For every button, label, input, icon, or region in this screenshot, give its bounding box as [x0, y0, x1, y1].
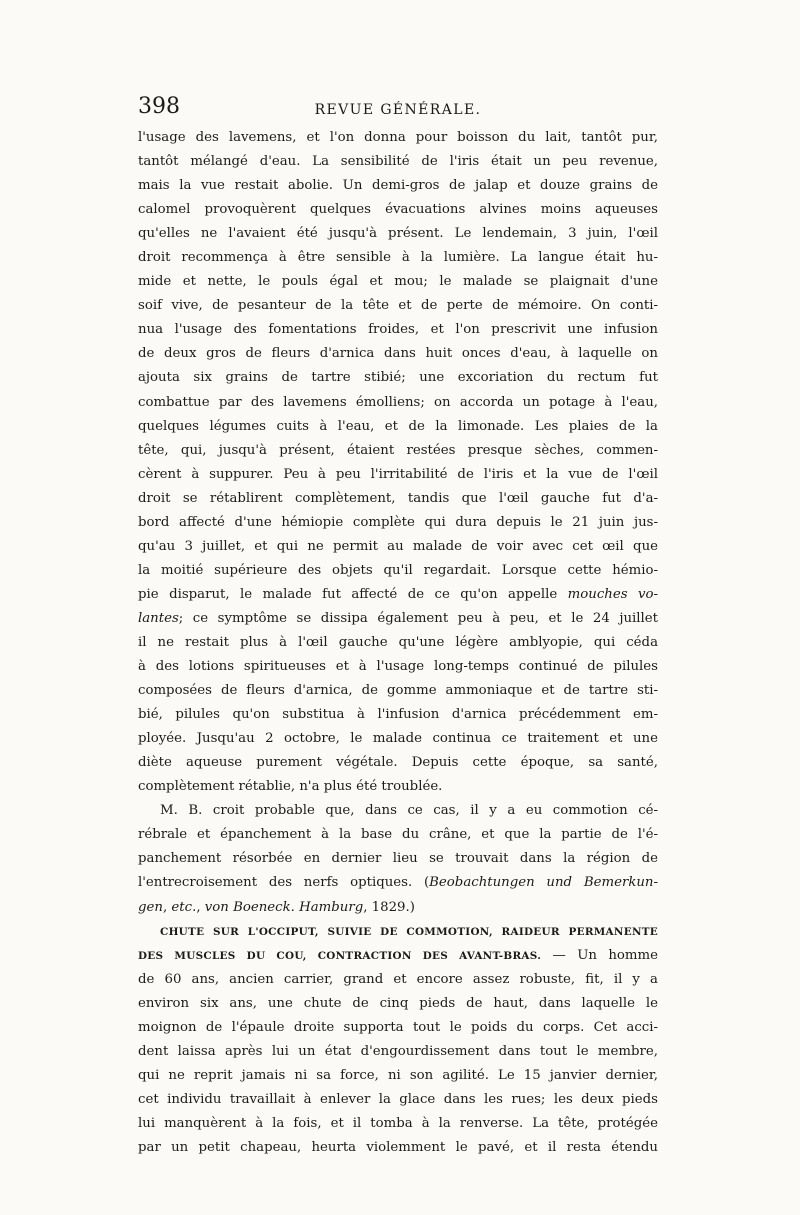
citation-abbrev: etc.	[171, 899, 197, 915]
text-line: quelques légumes cuits à l'eau, et de la limonade. Les plaies de la	[138, 418, 658, 434]
text-line: mais la vue restait abolie. Un demi-gros de jalap et douze grains de	[138, 178, 658, 194]
text-line: par un petit chapeau, heurta violemment le pavé, et il resta étendu	[138, 1139, 658, 1155]
text-line: nua l'usage des fomentations froides, et l'on prescrivit une infusion	[138, 322, 658, 338]
text-run: pie disparut, le malade fut affecté de ce qu'on appelle	[138, 586, 568, 602]
text-line: composées de fleurs d'arnica, de gomme ammoniaque et de tartre sti-	[138, 683, 658, 699]
text-line: lui manquèrent à la fois, et il tomba à la renverse. La tête, protégée	[138, 1115, 658, 1131]
text-line: mide et nette, le pouls égal et mou; le malade se plaignait d'une	[138, 274, 658, 290]
section-heading: CHUTE SUR L'OCCIPUT, SUIVIE DE COMMOTION, RAIDEUR PERMANENTE	[160, 925, 658, 938]
text-line: la moitié supérieure des objets qu'il regardait. Lorsque cette hémio-	[138, 562, 658, 578]
text-line: tantôt mélangé d'eau. La sensibilité de l'iris était un peu revenue,	[138, 154, 658, 170]
text-line	[138, 944, 658, 968]
text-line: ajouta six grains de tartre stibié; une excoriation du rectum fut	[138, 370, 658, 386]
text-line: droit recommença à être sensible à la lumière. La langue était hu-	[138, 250, 658, 266]
italic-term: lantes	[138, 610, 179, 626]
text-line: dent laissa après lui un état d'engourdissement dans tout le membre,	[138, 1043, 658, 1059]
citation-title: gen	[138, 899, 163, 915]
text-line: moignon de l'épaule droite supporta tout le poids du corps. Cet acci-	[138, 1019, 658, 1035]
page-header	[138, 94, 658, 124]
text-line	[138, 583, 658, 607]
text-line: soif vive, de pesanteur de la tête et de perte de mémoire. On conti-	[138, 298, 658, 314]
text-line: combattue par des lavemens émolliens; on accorda un potage à l'eau,	[138, 394, 658, 410]
text-line: bié, pilules qu'on substitua à l'infusion d'arnica précédemment em-	[138, 707, 658, 723]
section-heading-continued: DES MUSCLES DU COU, CONTRACTION DES AVANT-BRAS.	[138, 949, 542, 962]
text-run: ,	[162, 899, 172, 915]
paragraph-3	[138, 920, 658, 1160]
running-title: REVUE GÉNÉRALE.	[314, 102, 482, 118]
text-line: panchement résorbée en dernier lieu se trouvait dans la région de	[138, 851, 658, 867]
text-line: cet individu travaillait à enlever la glace dans les rues; les deux pieds	[138, 1091, 658, 1107]
citation-author: von Boeneck. Hamburg	[204, 899, 364, 915]
text-line: calomel provoquèrent quelques évacuations alvines moins aqueuses	[138, 202, 658, 218]
citation-title: Beobachtungen und Bemerkun-	[429, 875, 658, 891]
paragraph-1	[138, 126, 658, 799]
text-line: ployée. Jusqu'au 2 octobre, le malade continua ce traitement et une	[138, 731, 658, 747]
text-line	[138, 607, 658, 631]
text-line: bord affecté d'une hémiopie complète qui dura depuis le 21 juin jus-	[138, 514, 658, 530]
text-line: cèrent à suppurer. Peu à peu l'irritabilité de l'iris et la vue de l'œil	[138, 466, 658, 482]
text-run: , 1829.)	[363, 899, 415, 915]
text-line: qu'elles ne l'avaient été jusqu'à présent. Le lendemain, 3 juin, l'œil	[138, 226, 658, 242]
paragraph-2	[138, 799, 658, 919]
italic-term: mouches vo-	[567, 586, 658, 602]
text-line: droit se rétablirent complètement, tandis que l'œil gauche fut d'a-	[138, 490, 658, 506]
text-line: qui ne reprit jamais ni sa force, ni son agilité. Le 15 janvier dernier,	[138, 1067, 658, 1083]
page-number: 398	[138, 94, 180, 119]
text-line: qu'au 3 juillet, et qui ne permit au malade de voir avec cet œil que	[138, 538, 658, 554]
text-line: il ne restait plus à l'œil gauche qu'une légère amblyopie, qui céda	[138, 634, 658, 650]
text-line: de deux gros de fleurs d'arnica dans huit onces d'eau, à laquelle on	[138, 346, 658, 362]
text-run: l'entrecroisement des nerfs optiques. (	[138, 875, 430, 891]
body-text	[138, 126, 658, 1160]
text-line: M. B. croit probable que, dans ce cas, il y a eu commotion cé-	[160, 803, 658, 819]
text-line: l'usage des lavemens, et l'on donna pour boisson du lait, tantôt pur,	[138, 130, 658, 145]
text-line: rébrale et épanchement à la base du crâne, et que la partie de l'é-	[138, 827, 658, 843]
text-line: de 60 ans, ancien carrier, grand et encore assez robuste, fit, il y a	[138, 971, 658, 987]
text-line: tête, qui, jusqu'à présent, étaient restées presque sèches, commen-	[138, 442, 658, 458]
text-line: à des lotions spiritueuses et à l'usage long-temps continué de pilules	[138, 659, 658, 675]
text-run: — Un homme	[541, 947, 658, 963]
text-line: diète aqueuse purement végétale. Depuis cette époque, sa santé,	[138, 755, 658, 771]
text-line	[138, 896, 658, 920]
text-run: ,	[196, 899, 205, 915]
text-line	[138, 871, 658, 895]
text-line: complètement rétablie, n'a plus été troublée.	[138, 779, 443, 795]
text-line: environ six ans, une chute de cinq pieds de haut, dans laquelle le	[138, 995, 658, 1011]
text-run: ; ce symptôme se dissipa également peu à peu, et le 24 juillet	[178, 610, 658, 626]
